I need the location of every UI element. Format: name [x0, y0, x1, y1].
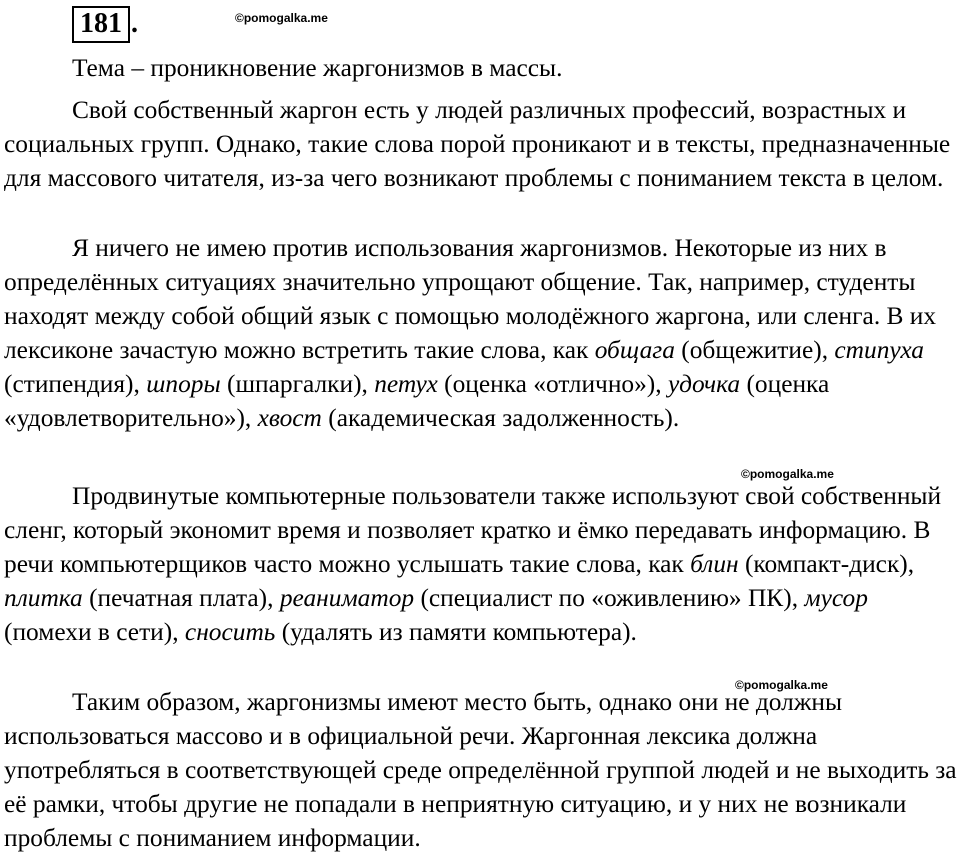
exercise-number	[72, 4, 138, 44]
jargon-meaning: (компакт-диск),	[738, 550, 915, 578]
jargon-meaning: (печатная плата),	[82, 584, 280, 612]
watermark: ©pomogalka.me	[235, 11, 328, 25]
jargon-meaning: (оценка «отлично»),	[437, 370, 668, 398]
paragraph-4-text: Таким образом, жаргонизмы имеют место быть, однако они не должны использоваться массово и в официальной речи. Жаргонная лексика должна употребляться в соответствующей среде определённой группой людей и не выходить за её рамки, чтобы другие не попадали в неприятную ситуацию, и у них не возникали проблемы с пониманием информации.	[4, 688, 957, 852]
jargon-term: удочка	[667, 370, 741, 398]
paragraph-3-intro: Продвинутые компьютерные пользователи также используют свой собственный сленг, который экономит время и позволяет кратко и ёмко передавать информацию. В речи компьютерщиков часто можно услышать такие слова, как	[4, 482, 942, 578]
jargon-term: мусор	[804, 584, 868, 612]
paragraph-3	[4, 479, 959, 649]
paragraph-1	[4, 93, 959, 195]
jargon-term: шпоры	[146, 370, 221, 398]
jargon-meaning: (оценка «удовлетворительно»),	[4, 370, 830, 432]
jargon-meaning: (стипендия),	[4, 370, 147, 398]
jargon-term: сносить	[184, 618, 276, 646]
jargon-term: хвост	[257, 404, 322, 432]
jargon-term: общага	[594, 336, 675, 364]
jargon-term: реаниматор	[279, 584, 415, 612]
paragraph-2	[4, 231, 959, 435]
jargon-term: стипуха	[834, 336, 924, 364]
jargon-meaning: (помехи в сети),	[4, 618, 185, 646]
watermark: ©pomogalka.me	[735, 678, 828, 692]
jargon-meaning: (шпаргалки),	[220, 370, 375, 398]
jargon-meaning: (специалист по «оживлению» ПК),	[414, 584, 805, 612]
watermark: ©pomogalka.me	[741, 467, 834, 481]
exercise-number-box: 181	[72, 6, 130, 43]
jargon-term: плитка	[4, 584, 83, 612]
jargon-meaning: (общежитие),	[674, 336, 835, 364]
paragraph-2-intro: Я ничего не имею против использования жаргонизмов. Некоторые из них в определённых ситуациях значительно упрощают общение. Так, например, студенты находят между собой общий язык с помощью молодёжного жаргона, или сленга. В их лексиконе зачастую можно встретить такие слова, как	[4, 234, 937, 364]
exercise-number-dot: .	[131, 8, 138, 39]
topic-line	[4, 51, 959, 85]
paragraph-4	[4, 685, 959, 855]
jargon-term: петух	[374, 370, 438, 398]
topic-text: Тема – проникновение жаргонизмов в массы.	[72, 54, 563, 82]
jargon-meaning: (академическая задолженность).	[321, 404, 680, 432]
jargon-meaning: (удалять из памяти компьютера).	[275, 618, 637, 646]
paragraph-2-text	[4, 231, 959, 435]
paragraph-3-text	[4, 479, 959, 649]
paragraph-1-text: Свой собственный жаргон есть у людей различных профессий, возрастных и социальных групп. Однако, такие слова порой проникают и в тексты, предназначенные для массового читателя, из-за чего возникают проблемы с пониманием текста в целом.	[4, 96, 951, 192]
jargon-term: блин	[690, 550, 739, 578]
